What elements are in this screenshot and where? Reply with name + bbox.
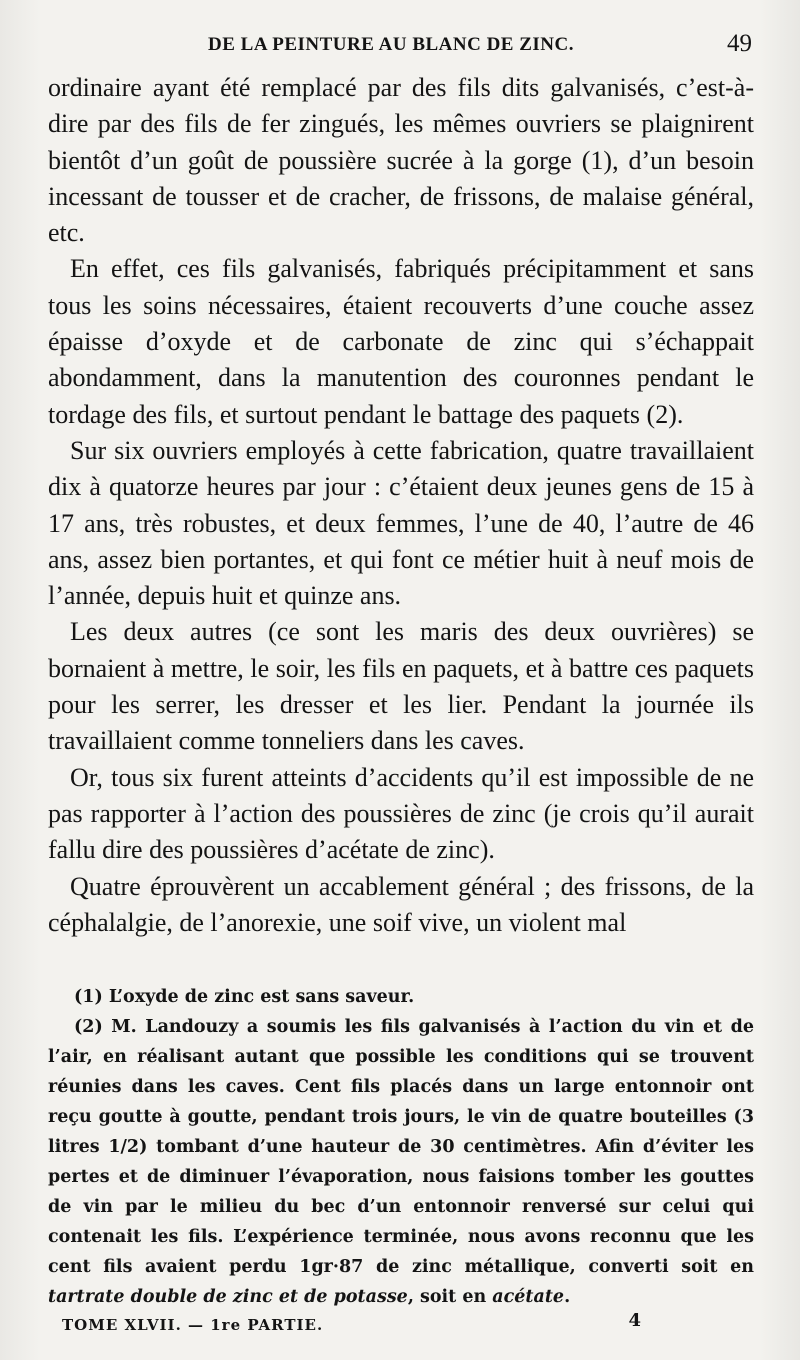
body-text	[48, 70, 754, 941]
paragraph: En effet, ces fils galvanisés, fabriqués précipitamment et sans tous les soins nécessaires, étaient recouverts d’une couche assez épaisse d’oxyde et de carbonate de zinc qui s’échappait abondamment, dans la manutention des couronnes pendant le tordage des fils, et surtout pendant le battage des paquets (2).	[48, 254, 754, 429]
signature-line	[52, 1306, 752, 1336]
footnote-2-italic-tartrate: tartrate double de zinc et de potasse	[48, 1287, 408, 1307]
page-number: 49	[727, 30, 752, 57]
paragraph: ordinaire ayant été remplacé par des fils dits galvanisés, c’est-à-dire par des fils de fer zingués, les mêmes ouvriers se plaignirent bientôt d’un goût de poussière sucrée à la gorge (1), d’un besoin incessant de tousser et de cracher, de frissons, de malaise général, etc.	[48, 73, 754, 248]
paragraph: Les deux autres (ce sont les maris des deux ouvrières) se bornaient à mettre, le soir, les fils en paquets, et à battre ces paquets pour les serrer, les dresser et les lier. Pendant la journée ils travaillaient comme tonneliers dans les caves.	[48, 617, 754, 756]
volume-signature: TOME XLVII. — 1re PARTIE.	[62, 1316, 324, 1334]
footnotes	[48, 982, 754, 1312]
footnote-2-text: (2) M. Landouzy a soumis les fils galvanisés à l’action du vin et de l’air, en réalisant autant que possible les conditions qui se trouvent réunies dans les caves. Cent fils placés dans un large entonnoir ont reçu goutte à goutte, pendant trois jours, le vin de quatre bouteilles (3 litres 1/2) tombant d’une hauteur de 30 centimètres. Afin d’éviter les pertes et de diminuer l’évaporation, nous faisions tomber les gouttes de vin par le milieu du bec d’un entonnoir renversé sur celui qui contenait les fils. L’expérience terminée, nous avons reconnu que les cent fils avaient perdu 1gr·87 de zinc métallique, converti soit en	[48, 1017, 754, 1277]
running-head-title: DE LA PEINTURE AU BLANC DE ZINC.	[208, 34, 574, 55]
footnote-2-text-end: .	[564, 1287, 571, 1307]
sheet-signature: 4	[628, 1310, 642, 1331]
paragraph: Or, tous six furent atteints d’accidents qu’il est impossible de ne pas rapporter à l’action des poussières de zinc (je crois qu’il aurait fallu dire des poussières d’acétate de zinc).	[48, 762, 754, 865]
footnote-2-italic-acetate: acétate	[492, 1287, 565, 1307]
paragraph: Quatre éprouvèrent un accablement général ; des frissons, de la céphalalgie, de l’anorexie, une soif vive, un violent mal	[48, 871, 754, 937]
paragraph: Sur six ouvriers employés à cette fabrication, quatre travaillaient dix à quatorze heures par jour : c’étaient deux jeunes gens de 15 à 17 ans, très robustes, et deux femmes, l’une de 40, l’autre de 46 ans, assez bien portantes, et qui font ce métier huit à neuf mois de l’année, depuis huit et quinze ans.	[48, 435, 754, 611]
running-head	[48, 30, 752, 62]
footnote-1: (1) L’oxyde de zinc est sans saveur.	[74, 987, 415, 1007]
footnote-2-text-mid: , soit en	[407, 1287, 493, 1307]
footnote-2	[48, 1012, 754, 1312]
